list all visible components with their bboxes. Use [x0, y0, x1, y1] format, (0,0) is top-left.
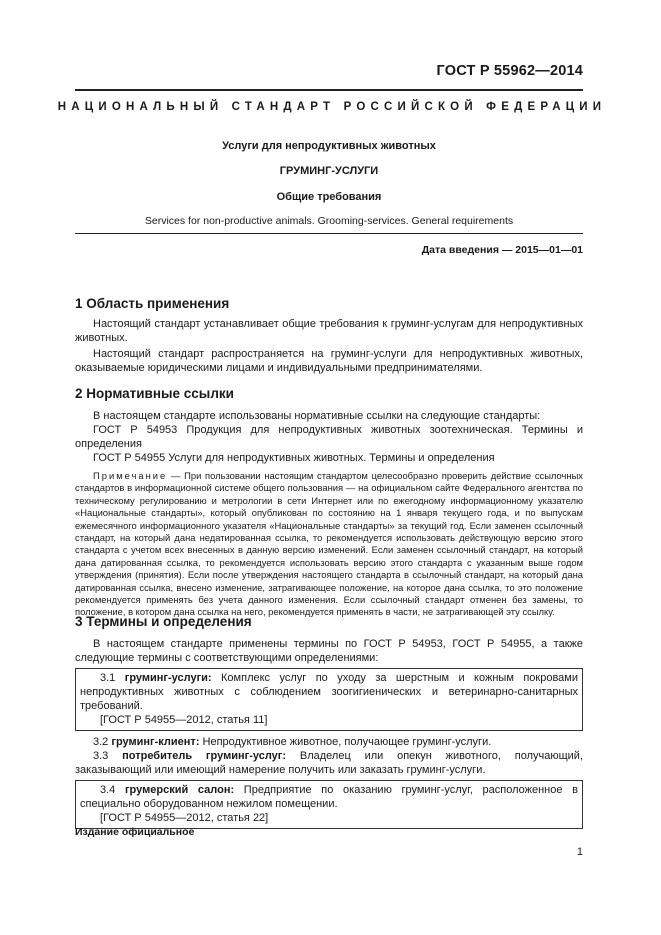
term-3-4-definition: Предприятие по оказанию груминг-услуг, расположенное в специально оборудованном нежилом помещении. — [80, 784, 579, 810]
normative-reference-2: ГОСТ Р 54955 Услуги для непродуктивных животных. Термины и определения — [93, 452, 495, 464]
term-3-3-name: потребитель груминг-услуг: — [122, 750, 287, 762]
note-label: Примечание — [93, 470, 168, 481]
term-3-4-box — [75, 780, 583, 829]
title-line-2: ГРУМИНГ-УСЛУГИ — [279, 165, 379, 177]
section-3-heading: 3 Термины и определения — [75, 614, 252, 629]
official-edition: Издание официальное — [75, 826, 195, 838]
english-title: Services for non-productive animals. Grooming-services. General requirements — [144, 215, 514, 227]
title-line-3: Общие требования — [276, 191, 382, 203]
term-3-2-name: груминг-клиент: — [111, 736, 200, 748]
term-3-4-number: 3.4 — [100, 784, 125, 796]
page-number: 1 — [576, 846, 583, 858]
standard-code: ГОСТ Р 55962—2014 — [436, 63, 583, 79]
term-3-2 — [75, 735, 583, 749]
section-3-paragraph: В настоящем стандарте применены термины по ГОСТ Р 54953, ГОСТ Р 54955, а также следующие термины с соответствующими определениями: — [75, 638, 583, 664]
section-2-heading: 2 Нормативные ссылки — [75, 386, 234, 401]
section-1-paragraph-2: Настоящий стандарт распространяется на груминг-услуги для непродуктивных животных, оказываемые юридическими лицами и индивидуальными предпринимателями. — [75, 348, 583, 374]
term-3-3 — [75, 749, 583, 777]
term-3-1-definition: Комплекс услуг по уходу за шерстным и кожным покровами непродуктивных животных с соблюдением зоогигиенических и ветеринарно-санитарных требований. — [80, 672, 578, 712]
section-1-paragraph-1: Настоящий стандарт устанавливает общие требования к груминг-услугам для непродуктивных животных. — [75, 318, 583, 344]
term-3-1 — [80, 671, 578, 713]
section-2 — [75, 387, 583, 619]
term-3-2-definition: Непродуктивное животное, получающее груминг-услуги. — [199, 736, 492, 748]
section-1-heading: 1 Область применения — [75, 296, 230, 311]
term-3-1-name: груминг-услуги: — [124, 672, 212, 684]
term-3-2-number: 3.2 — [93, 736, 112, 748]
term-3-1-box — [75, 668, 583, 731]
national-standard-heading: НАЦИОНАЛЬНЫЙ СТАНДАРТ РОССИЙСКОЙ ФЕДЕРАЦИИ — [57, 101, 607, 113]
note-text: — При пользовании настоящим стандартом целесообразно проверить действие ссылочных стандартов в информационной системе общего пользования — на официальном сайте Федерального агентства по техническому регулированию и метрологии в сети Интернет или по ежегодному информационному указателю «Национальные стандарты», который опубликован по состоянию на 1 января текущего года, и по выпускам ежемесячного информационного указателя «Национальные стандарты» за текущий год. Если заменен ссылочный стандарт, на который дана недатированная ссылка, то рекомендуется использовать действующую версию этого стандарта с учетом всех внесенных в данную версию изменений. Если заменен ссылочный стандарт, на который дана датированная ссылка, то рекомендуется использовать версию этого стандарта с указанным выше годом утверждения (принятия). Если после утверждения настоящего стандарта в ссылочный стандарт, на который дана датированная ссылка, внесено изменение, затрагивающее положение, на которое дана ссылка, то это положение рекомендуется применять без учета данного изменения. Если ссылочный стандарт отменен без замены, то положение, в котором дана ссылка на него, рекомендуется применять в части, не затрагивающей эту ссылку. — [75, 470, 583, 618]
normative-reference-1: ГОСТ Р 54953 Продукция для непродуктивных животных зоотехническая. Термины и определения — [75, 424, 583, 450]
title-line-1: Услуги для непродуктивных животных — [222, 140, 436, 152]
term-3-1-source: [ГОСТ Р 54955—2012, статья 11] — [100, 714, 268, 726]
introduction-date: Дата введения — 2015—01—01 — [421, 244, 583, 256]
top-rule — [75, 89, 583, 91]
section-2-paragraph: В настоящем стандарте использованы нормативные ссылки на следующие стандарты: — [93, 410, 541, 422]
term-3-4 — [80, 783, 578, 811]
title-rule — [75, 233, 583, 234]
term-3-4-name: грумерский салон: — [124, 784, 235, 796]
section-1 — [75, 297, 583, 375]
term-3-4-source: [ГОСТ Р 54955—2012, статья 22] — [100, 812, 269, 824]
term-3-3-definition: Владелец или опекун животного, получающий, заказывающий или имеющий намерение получить или заказать груминг-услуги. — [75, 750, 583, 776]
note-paragraph — [75, 470, 583, 619]
term-3-1-number: 3.1 — [100, 672, 125, 684]
section-3 — [75, 615, 583, 829]
term-3-3-number: 3.3 — [93, 750, 123, 762]
